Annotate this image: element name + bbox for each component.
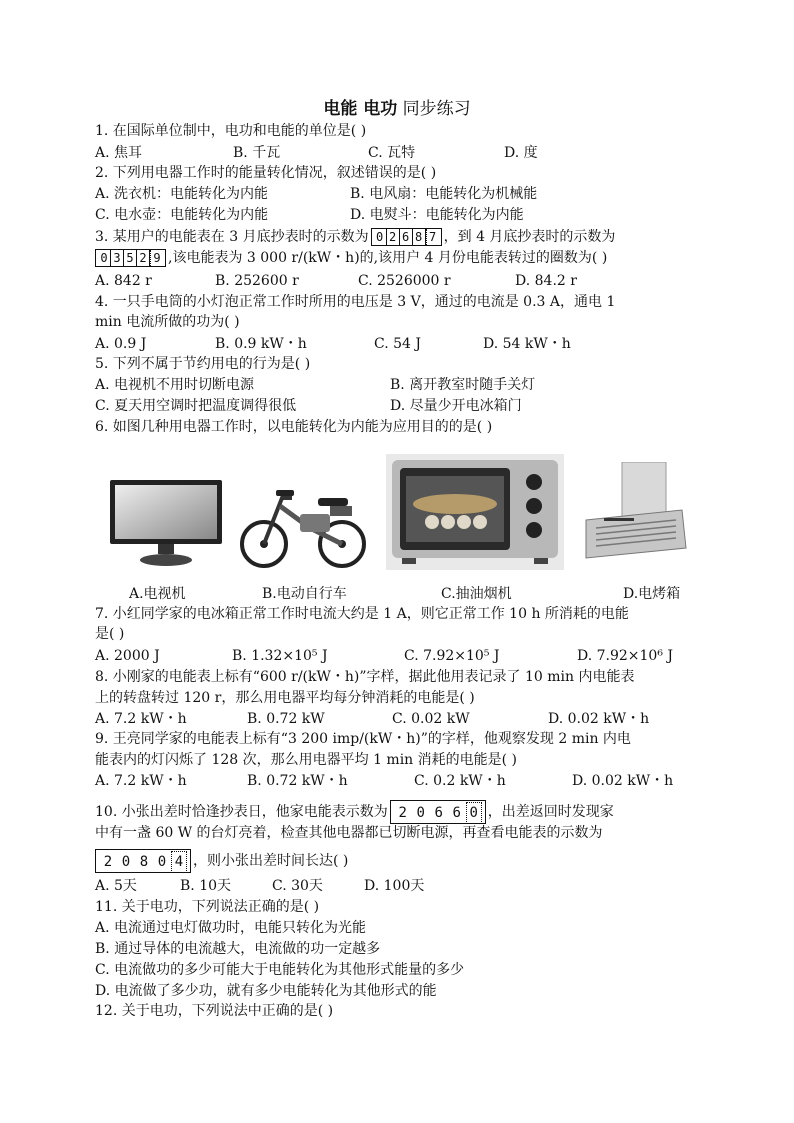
question-10-line-2: 中有一盏 60 W 的台灯亮着，检查其他电器都已切断电源，再查看电能表的示数为 [95, 825, 603, 841]
q7-option-b: B. 1.32×10⁵ J [232, 648, 328, 664]
question-10-line-3: 2 0 8 0 4 ，则小张出差时间长达( ) [95, 849, 348, 873]
caption-e-bike: B.电动自行车 [262, 586, 347, 602]
caption-tv: A.电视机 [129, 586, 186, 602]
question-3-line-1: 3. 某用户的电能表在 3 月底抄表时的示数为 0 2 6 8 7 ，到 4 月底抄表时的示数为 [95, 229, 616, 245]
meter-reading-after-trip: 2 0 8 0 4 [95, 849, 191, 873]
question-12-stem: 12. 关于电功，下列说法中正确的是( ) [95, 1003, 334, 1019]
caption-oven: D.电烤箱 [623, 586, 681, 602]
question-8-line-2: 上的转盘转过 120 r，那么用电器平均每分钟消耗的电能是( ) [95, 690, 475, 706]
q7-option-c: C. 7.92×10⁵ J [404, 648, 500, 664]
range-hood-image [582, 462, 688, 568]
q9-option-b: B. 0.72 kW・h [247, 773, 348, 789]
electric-oven-image [386, 454, 564, 570]
q10-option-a: A. 5天 [95, 878, 137, 894]
question-7-line-2: 是( ) [95, 626, 125, 642]
television-image [108, 478, 224, 568]
q5-option-c: C. 夏天用空调时把温度调得很低 [95, 398, 297, 414]
q4-option-b: B. 0.9 kW・h [215, 336, 307, 352]
q3-option-d: D. 84.2 r [515, 273, 577, 289]
page-title: 电能 电功 同步练习 [323, 99, 471, 119]
q4-option-d: D. 54 kW・h [483, 336, 571, 352]
q8-option-b: B. 0.72 kW [247, 711, 325, 727]
question-11-stem: 11. 关于电功，下列说法正确的是( ) [95, 899, 320, 915]
q2-option-c: C. 电水壶：电能转化为内能 [95, 207, 269, 223]
question-4-line-1: 4. 一只手电筒的小灯泡正常工作时所用的电压是 3 V，通过的电流是 0.3 A，通电 1 [95, 294, 616, 310]
q10-option-d: D. 100天 [364, 878, 425, 894]
q3-option-b: B. 252600 r [215, 273, 299, 289]
q8-option-d: D. 0.02 kW・h [548, 711, 650, 727]
q8-option-c: C. 0.02 kW [392, 711, 470, 727]
q1-option-c: C. 瓦特 [368, 145, 416, 161]
q9-option-a: A. 7.2 kW・h [95, 773, 187, 789]
q1-option-d: D. 度 [504, 145, 538, 161]
question-5-stem: 5. 下列不属于节约用电的行为是( ) [95, 356, 311, 372]
question-10-line-1: 10. 小张出差时恰逢抄表日，他家电能表示数为 2 0 6 6 0 ，出差返回时发现家 [95, 800, 614, 824]
question-1-stem: 1. 在国际单位制中，电功和电能的单位是( ) [95, 123, 367, 139]
q8-option-a: A. 7.2 kW・h [95, 711, 187, 727]
q4-option-a: A. 0.9 J [95, 336, 147, 352]
q7-option-d: D. 7.92×10⁶ J [577, 648, 674, 664]
caption-range-hood: C.抽油烟机 [441, 586, 512, 602]
q3-option-c: C. 2526000 r [358, 273, 451, 289]
q2-option-d: D. 电熨斗：电能转化为内能 [350, 207, 524, 223]
question-9-line-2: 能表内的灯闪烁了 128 次，那么用电器平均 1 min 消耗的电能是( ) [95, 752, 518, 768]
question-6-stem: 6. 如图几种用电器工作时，以电能转化为内能为应用目的的是( ) [95, 419, 493, 435]
question-4-line-2: min 电流所做的功为( ) [95, 314, 240, 330]
question-3-line-2: 0 3 5 2 9 ,该电能表为 3 000 r/(kW・h)的,该用户 4 月份电能表转过的圈数为( ) [95, 248, 607, 268]
q10-option-b: B. 10天 [180, 878, 232, 894]
q9-option-d: D. 0.02 kW・h [572, 773, 674, 789]
q3-option-a: A. 842 r [95, 273, 152, 289]
meter-reading-march: 0 2 6 8 7 [371, 228, 442, 246]
q1-option-b: B. 千瓦 [233, 145, 281, 161]
meter-reading-april: 0 3 5 2 9 [95, 249, 166, 267]
q11-option-d: D. 电流做了多少功，就有多少电能转化为其他形式的能 [95, 983, 437, 999]
q10-option-c: C. 30天 [272, 878, 323, 894]
electric-bicycle-image [240, 476, 366, 570]
q4-option-c: C. 54 J [374, 336, 421, 352]
q5-option-a: A. 电视机不用时切断电源 [95, 377, 255, 393]
q1-option-a: A. 焦耳 [95, 145, 143, 161]
q11-option-a: A. 电流通过电灯做功时，电能只转化为光能 [95, 920, 367, 936]
q5-option-b: B. 离开教室时随手关灯 [390, 377, 536, 393]
q9-option-c: C. 0.2 kW・h [414, 773, 506, 789]
q2-option-b: B. 电风扇：电能转化为机械能 [350, 186, 538, 202]
q5-option-d: D. 尽量少开电冰箱门 [390, 398, 522, 414]
q11-option-b: B. 通过导体的电流越大，电流做的功一定越多 [95, 941, 381, 957]
meter-reading-before-trip: 2 0 6 6 0 [390, 800, 486, 824]
question-2-stem: 2. 下列用电器工作时的能量转化情况，叙述错误的是( ) [95, 165, 437, 181]
question-8-line-1: 8. 小刚家的电能表上标有“600 r/(kW・h)”字样，据此他用表记录了 10 min 内电能表 [95, 669, 635, 685]
q11-option-c: C. 电流做功的多少可能大于电能转化为其他形式能量的多少 [95, 962, 465, 978]
q2-option-a: A. 洗衣机：电能转化为内能 [95, 186, 269, 202]
question-7-line-1: 7. 小红同学家的电冰箱正常工作时电流大约是 1 A，则它正常工作 10 h 所消耗的电能 [95, 606, 629, 622]
question-9-line-1: 9. 王亮同学家的电能表上标有“3 200 imp/(kW・h)”的字样，他观察发现 2 min 内电 [95, 731, 631, 747]
q7-option-a: A. 2000 J [95, 648, 160, 664]
